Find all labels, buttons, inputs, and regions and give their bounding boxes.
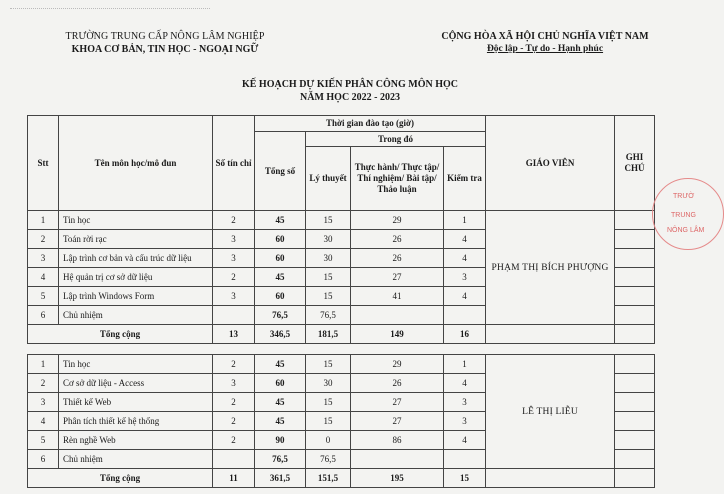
cell-practice: [351, 306, 444, 325]
cell-notes: [615, 355, 655, 374]
total-label: Tổng cộng: [28, 469, 213, 488]
cell-total: 60: [255, 230, 306, 249]
col-of-which: Trong đó: [306, 132, 486, 147]
cell-exam: 4: [444, 249, 486, 268]
cell-credits: 3: [213, 374, 255, 393]
cell-subject: Chủ nhiệm: [59, 450, 213, 469]
cell-stt: 1: [28, 211, 59, 230]
cell-stt: 4: [28, 268, 59, 287]
cell-credits: 2: [213, 268, 255, 287]
cell-theory: 30: [306, 230, 351, 249]
cell-total: 45: [255, 355, 306, 374]
cell-theory: 0: [306, 431, 351, 450]
cell-stt: 6: [28, 450, 59, 469]
title-line-1: KẾ HOẠCH DỰ KIẾN PHÂN CÔNG MÔN HỌC: [241, 79, 458, 90]
cell-practice: 86: [351, 431, 444, 450]
cell-total: 76,5: [255, 306, 306, 325]
assignment-table: [27, 115, 655, 488]
cell-total: 60: [255, 287, 306, 306]
cell-subject: Lập trình Windows Form: [59, 287, 213, 306]
cell-notes: [615, 450, 655, 469]
cell-notes: [615, 249, 655, 268]
cell-theory: 15: [306, 393, 351, 412]
cell-notes: [615, 211, 655, 230]
cell-credits: 3: [213, 249, 255, 268]
stamp-text-1: TRƯỜ: [673, 193, 695, 200]
table-row: [28, 355, 655, 374]
cell-exam: 3: [444, 412, 486, 431]
cell-stt: 4: [28, 412, 59, 431]
cell-credits: [213, 450, 255, 469]
cell-notes: [615, 325, 655, 344]
cell-credits: 2: [213, 412, 255, 431]
school-name: TRƯỜNG TRUNG CẤP NÔNG LÂM NGHIỆP: [65, 31, 265, 42]
cell-credits: 3: [213, 287, 255, 306]
total-practice: 195: [351, 469, 444, 488]
cell-exam: 1: [444, 211, 486, 230]
cell-stt: 6: [28, 306, 59, 325]
cell-stt: 2: [28, 230, 59, 249]
col-notes: GHI CHÚ: [615, 116, 655, 211]
cell-exam: 4: [444, 431, 486, 450]
cell-notes: [615, 230, 655, 249]
teacher-cell: PHẠM THỊ BÍCH PHƯỢNG: [486, 211, 615, 325]
cell-notes: [615, 268, 655, 287]
cell-total: 60: [255, 374, 306, 393]
cell-stt: 3: [28, 249, 59, 268]
cell-stt: 1: [28, 355, 59, 374]
cell-theory: 15: [306, 287, 351, 306]
spacer-row: [28, 344, 655, 355]
total-theory: 151,5: [306, 469, 351, 488]
col-training-time: Thời gian đào tạo (giờ): [255, 116, 486, 132]
cell-practice: 26: [351, 374, 444, 393]
cell-subject: Thiết kế Web: [59, 393, 213, 412]
cell-total: 45: [255, 268, 306, 287]
department-name: KHOA CƠ BẢN, TIN HỌC - NGOẠI NGỮ: [71, 44, 259, 55]
cell-exam: 3: [444, 268, 486, 287]
cell-notes: [615, 469, 655, 488]
scan-mark: [10, 8, 210, 15]
cell-practice: 27: [351, 393, 444, 412]
cell-subject: Rèn nghề Web: [59, 431, 213, 450]
table-row: [28, 211, 655, 230]
national-title: CỘNG HÒA XÃ HỘI CHỦ NGHĨA VIỆT NAM: [441, 31, 649, 42]
national-motto: Độc lập - Tự do - Hạnh phúc: [486, 44, 604, 54]
cell-credits: [213, 306, 255, 325]
cell-theory: 76,5: [306, 450, 351, 469]
cell-practice: 29: [351, 355, 444, 374]
cell-practice: [351, 450, 444, 469]
title-line-2: NĂM HỌC 2022 - 2023: [300, 92, 400, 103]
cell-subject: Lập trình cơ bản và cấu trúc dữ liệu: [59, 249, 213, 268]
cell-exam: 4: [444, 287, 486, 306]
stamp-text-2: TRUNG: [671, 212, 696, 219]
col-theory: Lý thuyết: [306, 147, 351, 211]
cell-subject: Tin học: [59, 211, 213, 230]
cell-credits: 2: [213, 355, 255, 374]
cell-total: 45: [255, 393, 306, 412]
cell-exam: [444, 306, 486, 325]
cell-theory: 15: [306, 355, 351, 374]
cell-exam: 4: [444, 374, 486, 393]
col-practice: Thực hành/ Thực tập/ Thí nghiệm/ Bài tập/ Thảo luận: [351, 147, 444, 211]
col-teacher: GIÁO VIÊN: [486, 116, 615, 211]
cell-practice: 27: [351, 268, 444, 287]
col-total-hours: Tổng số: [255, 132, 306, 211]
col-exam: Kiểm tra: [444, 147, 486, 211]
total-label: Tổng cộng: [28, 325, 213, 344]
total-teacher-cell: [486, 469, 615, 488]
col-credits: Số tín chỉ: [213, 116, 255, 211]
cell-theory: 15: [306, 211, 351, 230]
cell-exam: 1: [444, 355, 486, 374]
cell-exam: 4: [444, 230, 486, 249]
cell-total: 76,5: [255, 450, 306, 469]
cell-exam: [444, 450, 486, 469]
total-credits: 13: [213, 325, 255, 344]
cell-total: 60: [255, 249, 306, 268]
cell-practice: 26: [351, 249, 444, 268]
header-left: [60, 30, 270, 56]
cell-stt: 2: [28, 374, 59, 393]
cell-total: 45: [255, 412, 306, 431]
cell-credits: 2: [213, 393, 255, 412]
cell-practice: 29: [351, 211, 444, 230]
cell-credits: 2: [213, 431, 255, 450]
cell-theory: 15: [306, 412, 351, 431]
cell-subject: Chủ nhiệm: [59, 306, 213, 325]
cell-total: 90: [255, 431, 306, 450]
total-credits: 11: [213, 469, 255, 488]
official-stamp: [652, 178, 724, 250]
cell-theory: 30: [306, 249, 351, 268]
total-exam: 16: [444, 325, 486, 344]
total-theory: 181,5: [306, 325, 351, 344]
col-subject: Tên môn học/mô đun: [59, 116, 213, 211]
cell-practice: 26: [351, 230, 444, 249]
total-teacher-cell: [486, 325, 615, 344]
stamp-text-3: NÔNG LÂM: [667, 227, 705, 234]
cell-practice: 27: [351, 412, 444, 431]
cell-notes: [615, 306, 655, 325]
cell-theory: 76,5: [306, 306, 351, 325]
total-row: [28, 325, 655, 344]
cell-subject: Tin học: [59, 355, 213, 374]
cell-notes: [615, 393, 655, 412]
cell-theory: 15: [306, 268, 351, 287]
teacher-cell: LÊ THỊ LIỄU: [486, 355, 615, 469]
cell-credits: 2: [213, 211, 255, 230]
cell-notes: [615, 431, 655, 450]
cell-total: 45: [255, 211, 306, 230]
cell-subject: Cơ sở dữ liệu - Access: [59, 374, 213, 393]
cell-stt: 5: [28, 431, 59, 450]
cell-stt: 5: [28, 287, 59, 306]
cell-subject: Toán rời rạc: [59, 230, 213, 249]
total-exam: 15: [444, 469, 486, 488]
cell-notes: [615, 374, 655, 393]
cell-notes: [615, 287, 655, 306]
cell-notes: [615, 412, 655, 431]
header-right: [430, 30, 660, 56]
spacer-cell: [28, 344, 655, 355]
cell-stt: 3: [28, 393, 59, 412]
total-row: [28, 469, 655, 488]
total-hours: 361,5: [255, 469, 306, 488]
total-hours: 346,5: [255, 325, 306, 344]
cell-subject: Hệ quản trị cơ sở dữ liệu: [59, 268, 213, 287]
cell-subject: Phân tích thiết kế hệ thống: [59, 412, 213, 431]
cell-practice: 41: [351, 287, 444, 306]
col-stt: Stt: [28, 116, 59, 211]
cell-theory: 30: [306, 374, 351, 393]
document-title: [180, 78, 520, 104]
cell-exam: 3: [444, 393, 486, 412]
cell-credits: 3: [213, 230, 255, 249]
total-practice: 149: [351, 325, 444, 344]
